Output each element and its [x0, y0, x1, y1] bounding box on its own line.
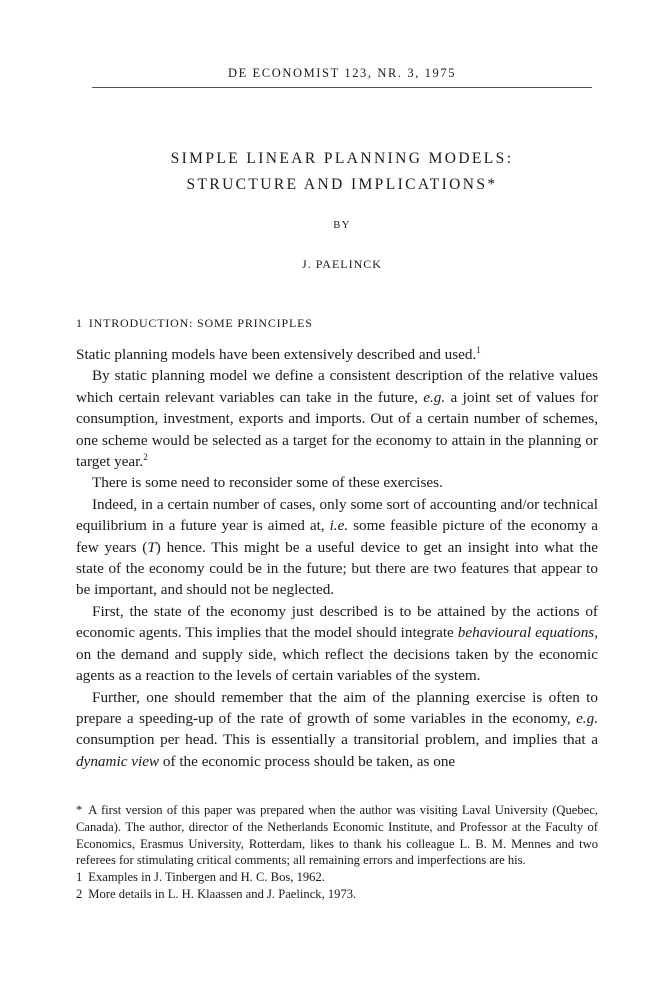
paragraph-5-emphasis: behavioural equations — [457, 624, 595, 642]
paragraph-2-text-b: a joint set of values for consumption, investment, exports and imports. Out of a certain number of schemes, one scheme would be selected as a target for the economy to attain in the planning or target year. — [76, 388, 598, 471]
paragraph-5 — [76, 601, 598, 687]
paragraph-4-text-a: Indeed, in a certain number of cases, only some sort of accounting and/or technical equilibrium in a future year is aimed at, — [76, 495, 598, 535]
paragraph-6 — [76, 687, 598, 773]
header-rule — [92, 87, 592, 88]
paragraph-1 — [76, 344, 598, 365]
author-name: J. PAELINCK — [302, 257, 382, 271]
article-title-line-2: STRUCTURE AND IMPLICATIONS* — [186, 176, 498, 193]
paragraph-6-eg: e.g. — [576, 709, 598, 727]
paragraph-4 — [76, 494, 598, 601]
footnotes — [76, 802, 598, 903]
footnote-2-text: More details in L. H. Klaassen and J. Paelinck, 1973. — [88, 886, 357, 901]
footnote-2-mark: 2 — [76, 886, 83, 901]
paragraph-5-text-a: First, the state of the economy just described is to be attained by the actions of economic agents. This implies that the model should integrate — [76, 602, 598, 642]
footnote-star — [76, 802, 598, 869]
footnote-1 — [76, 869, 598, 886]
footnote-ref-1: 1 — [476, 345, 481, 355]
footnote-1-mark: 1 — [76, 870, 83, 885]
byline-by: BY — [333, 220, 351, 231]
running-head: DE ECONOMIST 123, NR. 3, 1975 — [227, 66, 457, 80]
paragraph-4-ie: i.e. — [329, 517, 349, 535]
footnote-ref-2: 2 — [143, 452, 148, 463]
paragraph-2-eg: e.g. — [423, 388, 446, 406]
footnote-2 — [76, 886, 598, 903]
footnote-1-text: Examples in J. Tinbergen and H. C. Bos, 1962. — [88, 870, 325, 885]
paragraph-2-text-a: By static planning model we define a consistent description of the relative values which certain relevant variables can take in the future, — [76, 367, 598, 406]
paragraph-4-text-c: ) hence. This might be a useful device to get an insight into what the state of the economy could be in the future; but there are two features that appear to be important, and should not be neglected. — [76, 538, 598, 599]
paragraph-4-symbol-t: T — [147, 538, 156, 556]
paragraph-2 — [76, 365, 598, 472]
section-heading — [76, 316, 313, 331]
paragraph-5-text-b: , on the demand and supply side, which reflect the decisions taken by the economic agents as a reaction to the levels of certain variables of the system. — [76, 624, 599, 685]
paragraph-6-emphasis: dynamic view — [76, 752, 160, 770]
article-title-line-1: SIMPLE LINEAR PLANNING MODELS: — [170, 150, 514, 167]
section-title: INTRODUCTION: SOME PRINCIPLES — [88, 316, 313, 330]
paragraph-3 — [76, 472, 598, 493]
footnote-star-text: A first version of this paper was prepared when the author was visiting Laval University (Quebec, Canada). The author, director of the Netherlands Economic Institute, and Professor at the Faculty of Economics, Erasmus University, Rotterdam, likes to thank his colleague L. B. M. Mennes and two referees for stimulating critical comments; all remaining errors and imperfections are his. — [76, 803, 598, 868]
paragraph-6-text-c: of the economic process should be taken, as one — [159, 752, 456, 770]
paragraph-6-text-a: Further, one should remember that the aim of the planning exercise is often to prepare a speeding-up of the rate of growth of some variables in the economy, — [76, 688, 598, 727]
paragraph-1-text: Static planning models have been extensively described and used. — [76, 346, 477, 363]
paragraph-4-text-b: some feasible picture of the economy a few years ( — [76, 517, 598, 556]
paragraph-6-text-b: consumption per head. This is essentially a transitorial problem, and implies that a — [76, 731, 598, 749]
body-text — [76, 344, 598, 772]
section-number: 1 — [76, 316, 83, 330]
footnote-star-mark: * — [76, 803, 83, 817]
paragraph-3-text: There is some need to reconsider some of these exercises. — [92, 474, 443, 492]
